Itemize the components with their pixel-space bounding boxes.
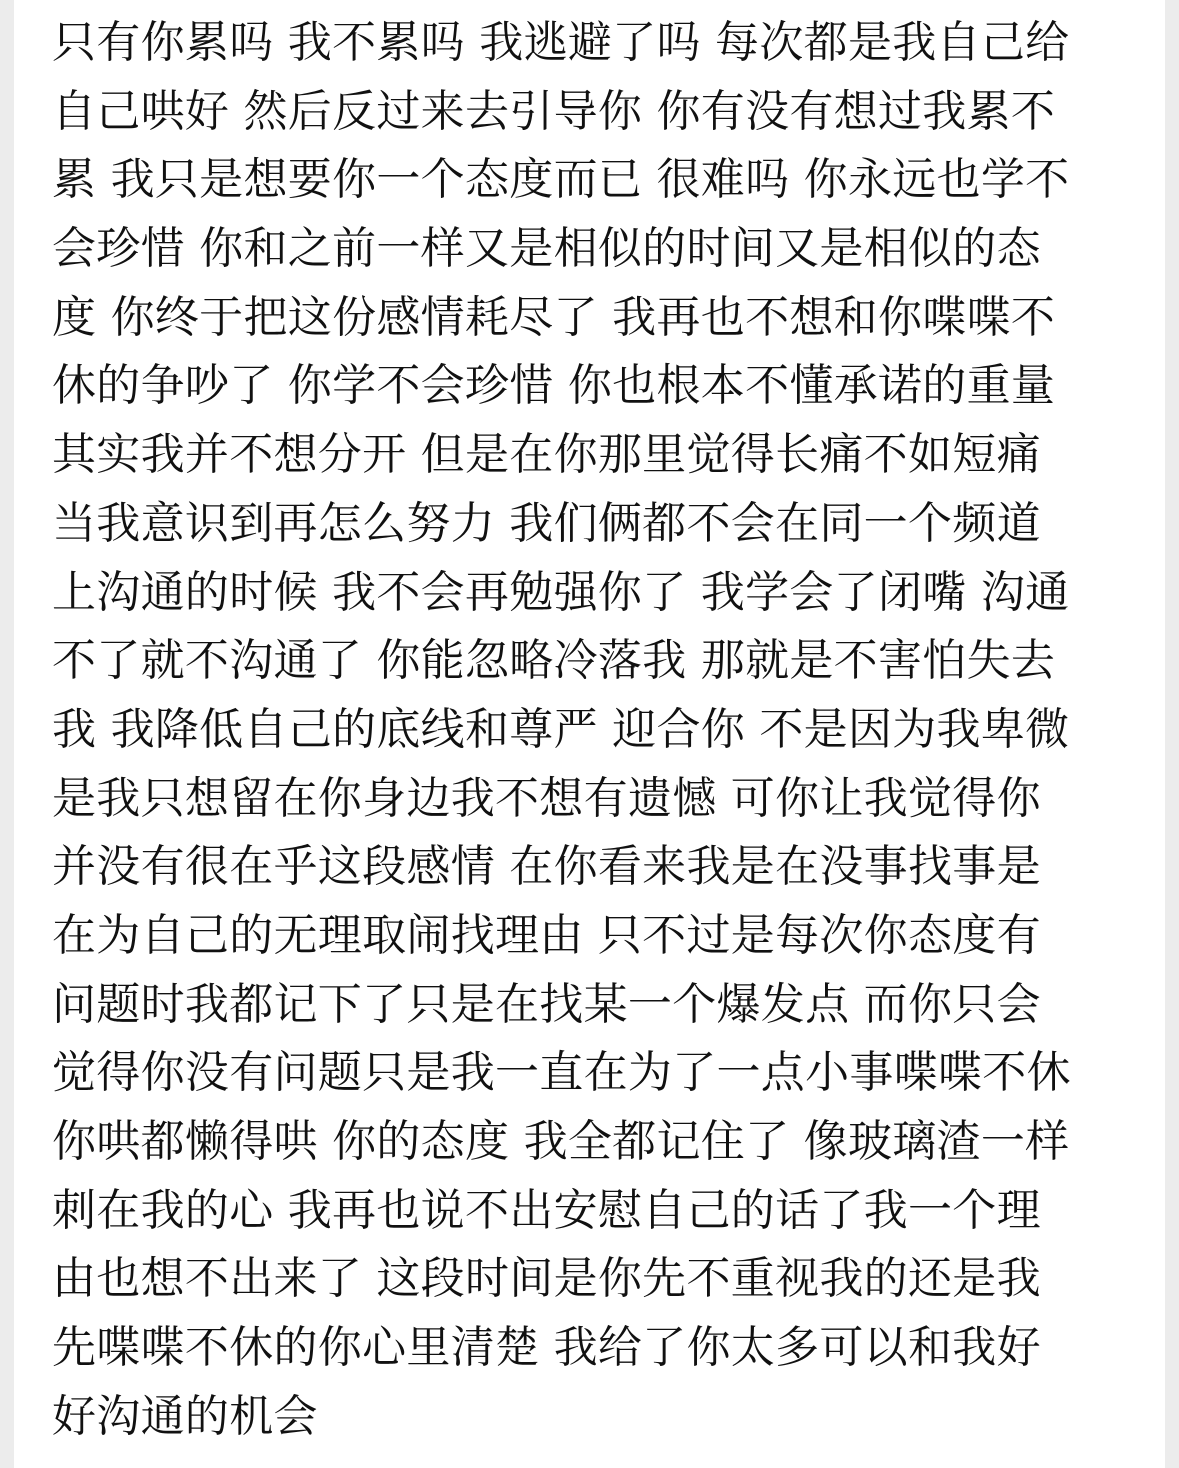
text-line: 刺在我的心 我再也说不出安慰自己的话了我一个理 (52, 1184, 1041, 1236)
text-line: 在为自己的无理取闹找理由 只不过是每次你态度有 (52, 909, 1041, 961)
text-line: 不了就不沟通了 你能忽略冷落我 那就是不害怕失去 (52, 635, 1056, 687)
text-line: 自己哄好 然后反过来去引导你 你有没有想过我累不 (52, 85, 1056, 137)
text-line: 休的争吵了 你学不会珍惜 你也根本不懂承诺的重量 (52, 360, 1056, 412)
text-line: 会珍惜 你和之前一样又是相似的时间又是相似的态 (52, 223, 1041, 275)
text-line: 上沟通的时候 我不会再勉强你了 我学会了闭嘴 沟通 (52, 566, 1070, 618)
text-line: 累 我只是想要你一个态度而已 很难吗 你永远也学不 (52, 154, 1070, 206)
text-line: 只有你累吗 我不累吗 我逃避了吗 每次都是我自己给 (52, 17, 1070, 68)
text-line: 度 你终于把这份感情耗尽了 我再也不想和你喋喋不 (52, 291, 1056, 343)
text-line: 好沟通的机会 (52, 1390, 318, 1442)
text-line: 其实我并不想分开 但是在你那里觉得长痛不如短痛 (52, 429, 1041, 481)
text-line: 问题时我都记下了只是在找某一个爆发点 而你只会 (52, 978, 1041, 1030)
text-line: 我 我降低自己的底线和尊严 迎合你 不是因为我卑微 (52, 703, 1070, 755)
text-line: 由也想不出来了 这段时间是你先不重视我的还是我 (52, 1253, 1041, 1305)
text-line: 当我意识到再怎么努力 我们俩都不会在同一个频道 (52, 497, 1041, 549)
text-line: 是我只想留在你身边我不想有遗憾 可你让我觉得你 (52, 772, 1041, 824)
text-line: 先喋喋不休的你心里清楚 我给了你太多可以和我好 (52, 1322, 1041, 1374)
text-line: 并没有很在乎这段感情 在你看来我是在没事找事是 (52, 841, 1041, 893)
text-page (14, 0, 1165, 1468)
text-line: 觉得你没有问题只是我一直在为了一点小事喋喋不休 (52, 1047, 1071, 1099)
text-line: 你哄都懒得哄 你的态度 我全都记住了 像玻璃渣一样 (52, 1116, 1070, 1167)
